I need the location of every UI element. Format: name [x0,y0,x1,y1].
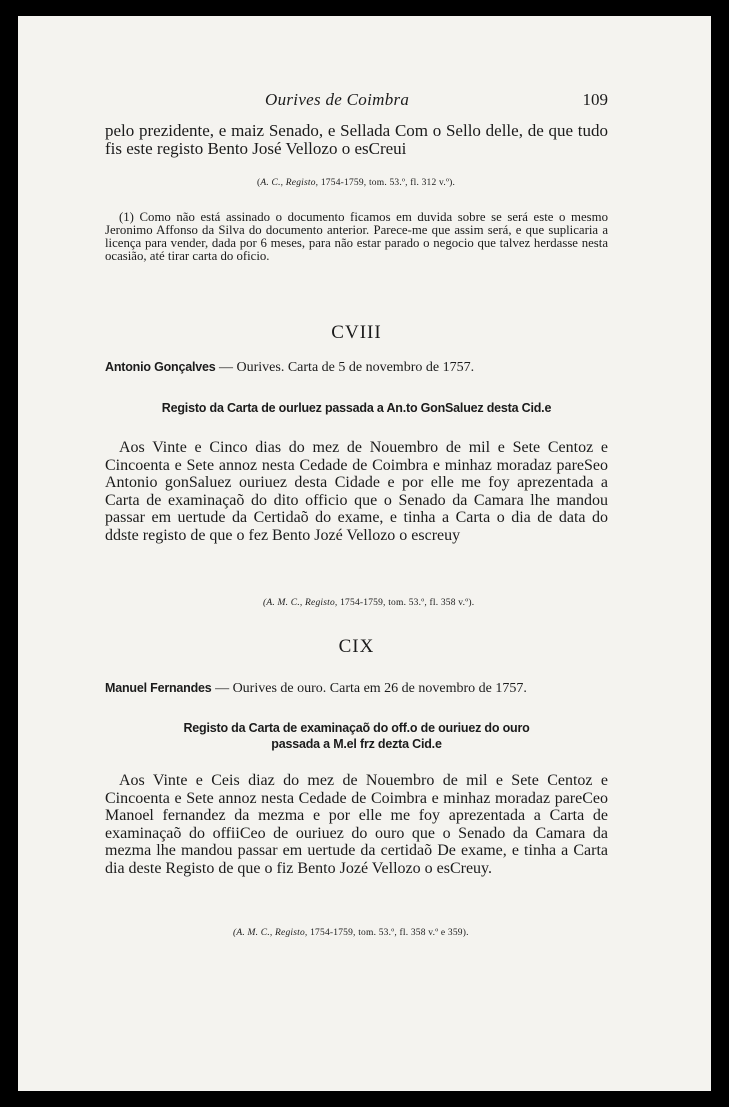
running-title: Ourives de Coimbra [265,90,410,109]
entry-cix [105,680,608,697]
citation-cix [233,928,469,938]
paragraph-cviii: Aos Vinte e Cinco dias do mez de Nouembro de mil e Sete Centoz e Cincoenta e Sete annoz nesta Cedade de Coimbra e minhaz moradaz pareSeo Antonio gonSaluez ouriuez desta Cidade e por elle me foy aprezentada a Carta de examinaçaõ do dito officio que o Senado da Camara lhe mandou passar em uertude da Certidaõ do exame, e tinha a Carta o dia de data do ddste registo de que o fez Bento Jozé Vellozo o escreuy [105,439,608,544]
citation-1-rest: 1754-1759, tom. 53.º, fl. 312 v.º). [320,178,456,188]
entry-cviii-text: — Ourives. Carta de 5 de novembro de 1757. [215,360,475,375]
citation-cix-source: (A. M. C., Registo, [233,928,308,938]
book-page [18,16,711,1091]
entry-cix-text: — Ourives de ouro. Carta em 26 de novembro de 1757. [211,681,527,696]
section-numeral-cviii: CVIII [331,322,382,343]
citation-cviii-source: (A. M. C., Registo, [263,598,338,608]
section-numeral-cix: CIX [338,636,375,657]
citation-1: (A. C., Registo, 1754-1759, tom. 53.º, fl. 312 v.º). [257,178,456,188]
page-header [105,90,608,114]
registo-title-cix-line2: passada a M.el frz dezta Cid.e [271,737,442,751]
entry-cviii-name: Antonio Gonçalves [105,360,216,374]
registo-title-cix-line1: Registo da Carta de examinaçaõ do off.o de ouriuez do ouro [183,721,530,735]
citation-1-source: A. C., Registo, [260,178,319,188]
page-number: 109 [582,90,608,109]
paragraph-cix: Aos Vinte e Ceis diaz do mez de Nouembro de mil e Sete Centoz e Cincoenta e Sete annoz nesta Cedade de Coimbra e minhaz moradaz pareCeo Manoel fernandez da mezma e por elle me foy aprezentada a Carta de examinaçaõ do offiiCeo de ouriuez do ouro que o Senado da Camara da mezma lhe mandou passar em uertude da certidaõ De exame, e tinha a Carta dia deste Registo de que o fiz Bento Jozé Vellozo o esCreuy. [105,772,608,877]
entry-cviii [105,359,608,376]
entry-cix-name: Manuel Fernandes [105,681,212,695]
citation-cviii [263,598,474,608]
registo-title-cviii: Registo da Carta de ourluez passada a An.to GonSaluez desta Cid.e [161,401,552,415]
opening-paragraph: pelo prezidente, e maiz Senado, e Sellada Com o Sello delle, de que tudo fis este registo Bento José Vellozo o esCreui [105,121,608,158]
footnote: (1) Como não está assinado o documento ficamos em duvida sobre se será este o mesmo Jeronimo Affonso da Silva do documento anterior. Parece-me que assim será, e que suplicaria a licença para vender, dada por 6 meses, para não estar parado o negocio que talvez herdasse nesta ocasião, até tirar carta do oficio. [105,210,608,263]
citation-cviii-rest: 1754-1759, tom. 53.º, fl. 358 v.º). [340,598,475,608]
citation-cix-rest: 1754-1759, tom. 53.º, fl. 358 v.º e 359). [310,928,469,938]
